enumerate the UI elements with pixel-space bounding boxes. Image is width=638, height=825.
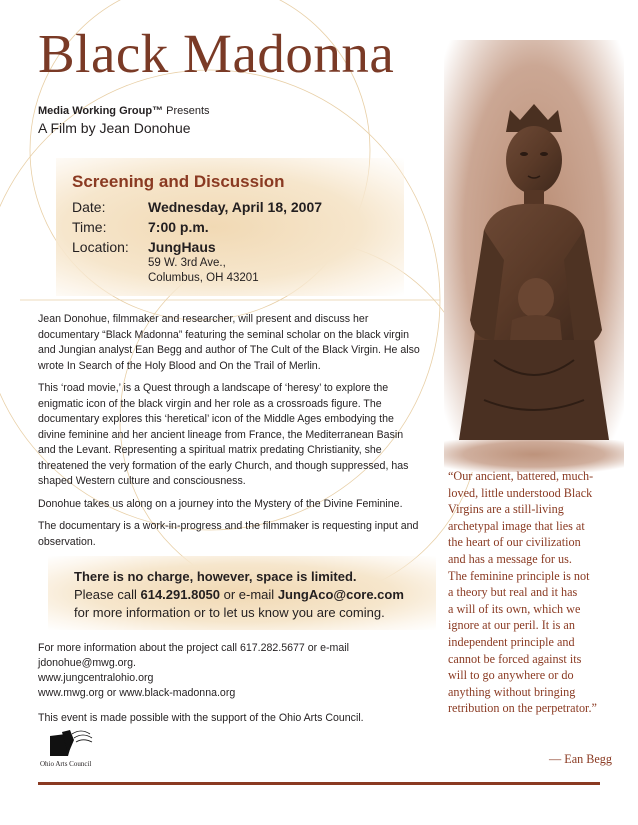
screening-title: Screening and Discussion [72, 172, 285, 191]
quote-line: Virgins are a still-living [448, 502, 564, 517]
location-name: JungHaus [148, 239, 216, 255]
quote-line: a will of its own, which we [448, 601, 581, 616]
page-title: Black Madonna [38, 23, 395, 84]
byline: A Film by Jean Donohue [38, 120, 191, 136]
time-label: Time: [72, 219, 107, 235]
quote-line: independent principle and [448, 634, 575, 649]
presenter-line [38, 105, 210, 117]
quote-line: “Our ancient, battered, much- [448, 469, 594, 483]
description-paragraph: This ‘road movie,’ is a Quest through a landscape of ‘heresy’ to explore the enigmatic icon of the black virgin and her role as a crossroads figure. The documentary explores this ‘heretical’ icon of the Middle Ages embodying the divine feminine and her ancient lineage from France, the Mediterranean Basin and the Levant. Representing a spiritual matrix predating Christianity, she threatened the very formation of the early Church, and though suppressed, has shaped Western culture and consciousness. [38, 382, 409, 487]
black-madonna-statue-image [444, 40, 624, 472]
time-value: 7:00 p.m. [148, 219, 209, 235]
rsvp-email[interactable]: JungAco@core.com [277, 587, 404, 602]
quote-line: loved, little understood Black [448, 485, 593, 500]
ohio-arts-council-label: Ohio Arts Council [40, 760, 92, 768]
screening-box [56, 158, 404, 296]
quote-line: archetypal image that lies at [448, 518, 585, 533]
presenter-name: Media Working Group™ [38, 105, 164, 117]
description [38, 312, 423, 557]
contact-info [38, 641, 349, 701]
admission-box [48, 556, 436, 630]
bottom-divider [38, 782, 600, 785]
quote-line: will to go anywhere or do [448, 668, 574, 683]
rsvp-call-text: Please call [74, 587, 141, 602]
quote-line: retribution on the perpetrator.” [448, 701, 597, 716]
contact-website[interactable]: www.jungcentralohio.org [38, 672, 154, 684]
presenter-presents: Presents [166, 105, 210, 117]
location-label: Location: [72, 239, 129, 255]
quote-line: the heart of our civilization [448, 535, 581, 550]
description-paragraph: Jean Donohue, filmmaker and researcher, will present and discuss her documentary “Black Madonna” featuring the seminal scholar on the black virgin and Jungian analyst Ean Begg and author of The Cult of the Black Virgin. He also wrote In Search of the Holy Blood and On the Trail of Merlin. [38, 313, 420, 372]
quote-line: a theory but real and it has [448, 585, 578, 600]
address-line-2: Columbus, OH 43201 [148, 272, 259, 284]
rsvp-phone[interactable]: 614.291.8050 [140, 587, 221, 602]
admission-note: There is no charge, however, space is limited. [74, 569, 357, 584]
contact-websites[interactable]: www.mwg.org or www.black-madonna.org [38, 687, 236, 699]
quote-line: anything without bringing [448, 684, 576, 699]
address-line-1: 59 W. 3rd Ave., [148, 257, 226, 269]
contact-email[interactable]: jdonohue@mwg.org. [38, 657, 136, 669]
quote-line: cannot be forced against its [448, 651, 582, 666]
rsvp-email-text: or e-mail [220, 587, 278, 602]
quote-line: and has a message for us. [448, 551, 572, 566]
date-label: Date: [72, 199, 106, 215]
quote-line: The feminine principle is not [448, 568, 590, 583]
rsvp-info: for more information or to let us know you are coming. [74, 605, 385, 620]
begg-quote [448, 468, 608, 717]
description-paragraph: The documentary is a work-in-progress and the filmmaker is requesting input and observation. [38, 520, 419, 548]
contact-line: For more information about the project call 617.282.5677 or e-mail [38, 642, 349, 654]
rsvp-line [74, 587, 404, 602]
description-paragraph: Donohue takes us along on a journey into the Mystery of the Divine Feminine. [38, 497, 403, 510]
quote-attribution: — Ean Begg [549, 752, 612, 766]
ohio-arts-council-logo-icon [48, 728, 96, 758]
date-value: Wednesday, April 18, 2007 [148, 199, 323, 215]
support-note: This event is made possible with the support of the Ohio Arts Council. [38, 712, 364, 724]
quote-line: ignore at our peril. It is an [448, 618, 575, 633]
